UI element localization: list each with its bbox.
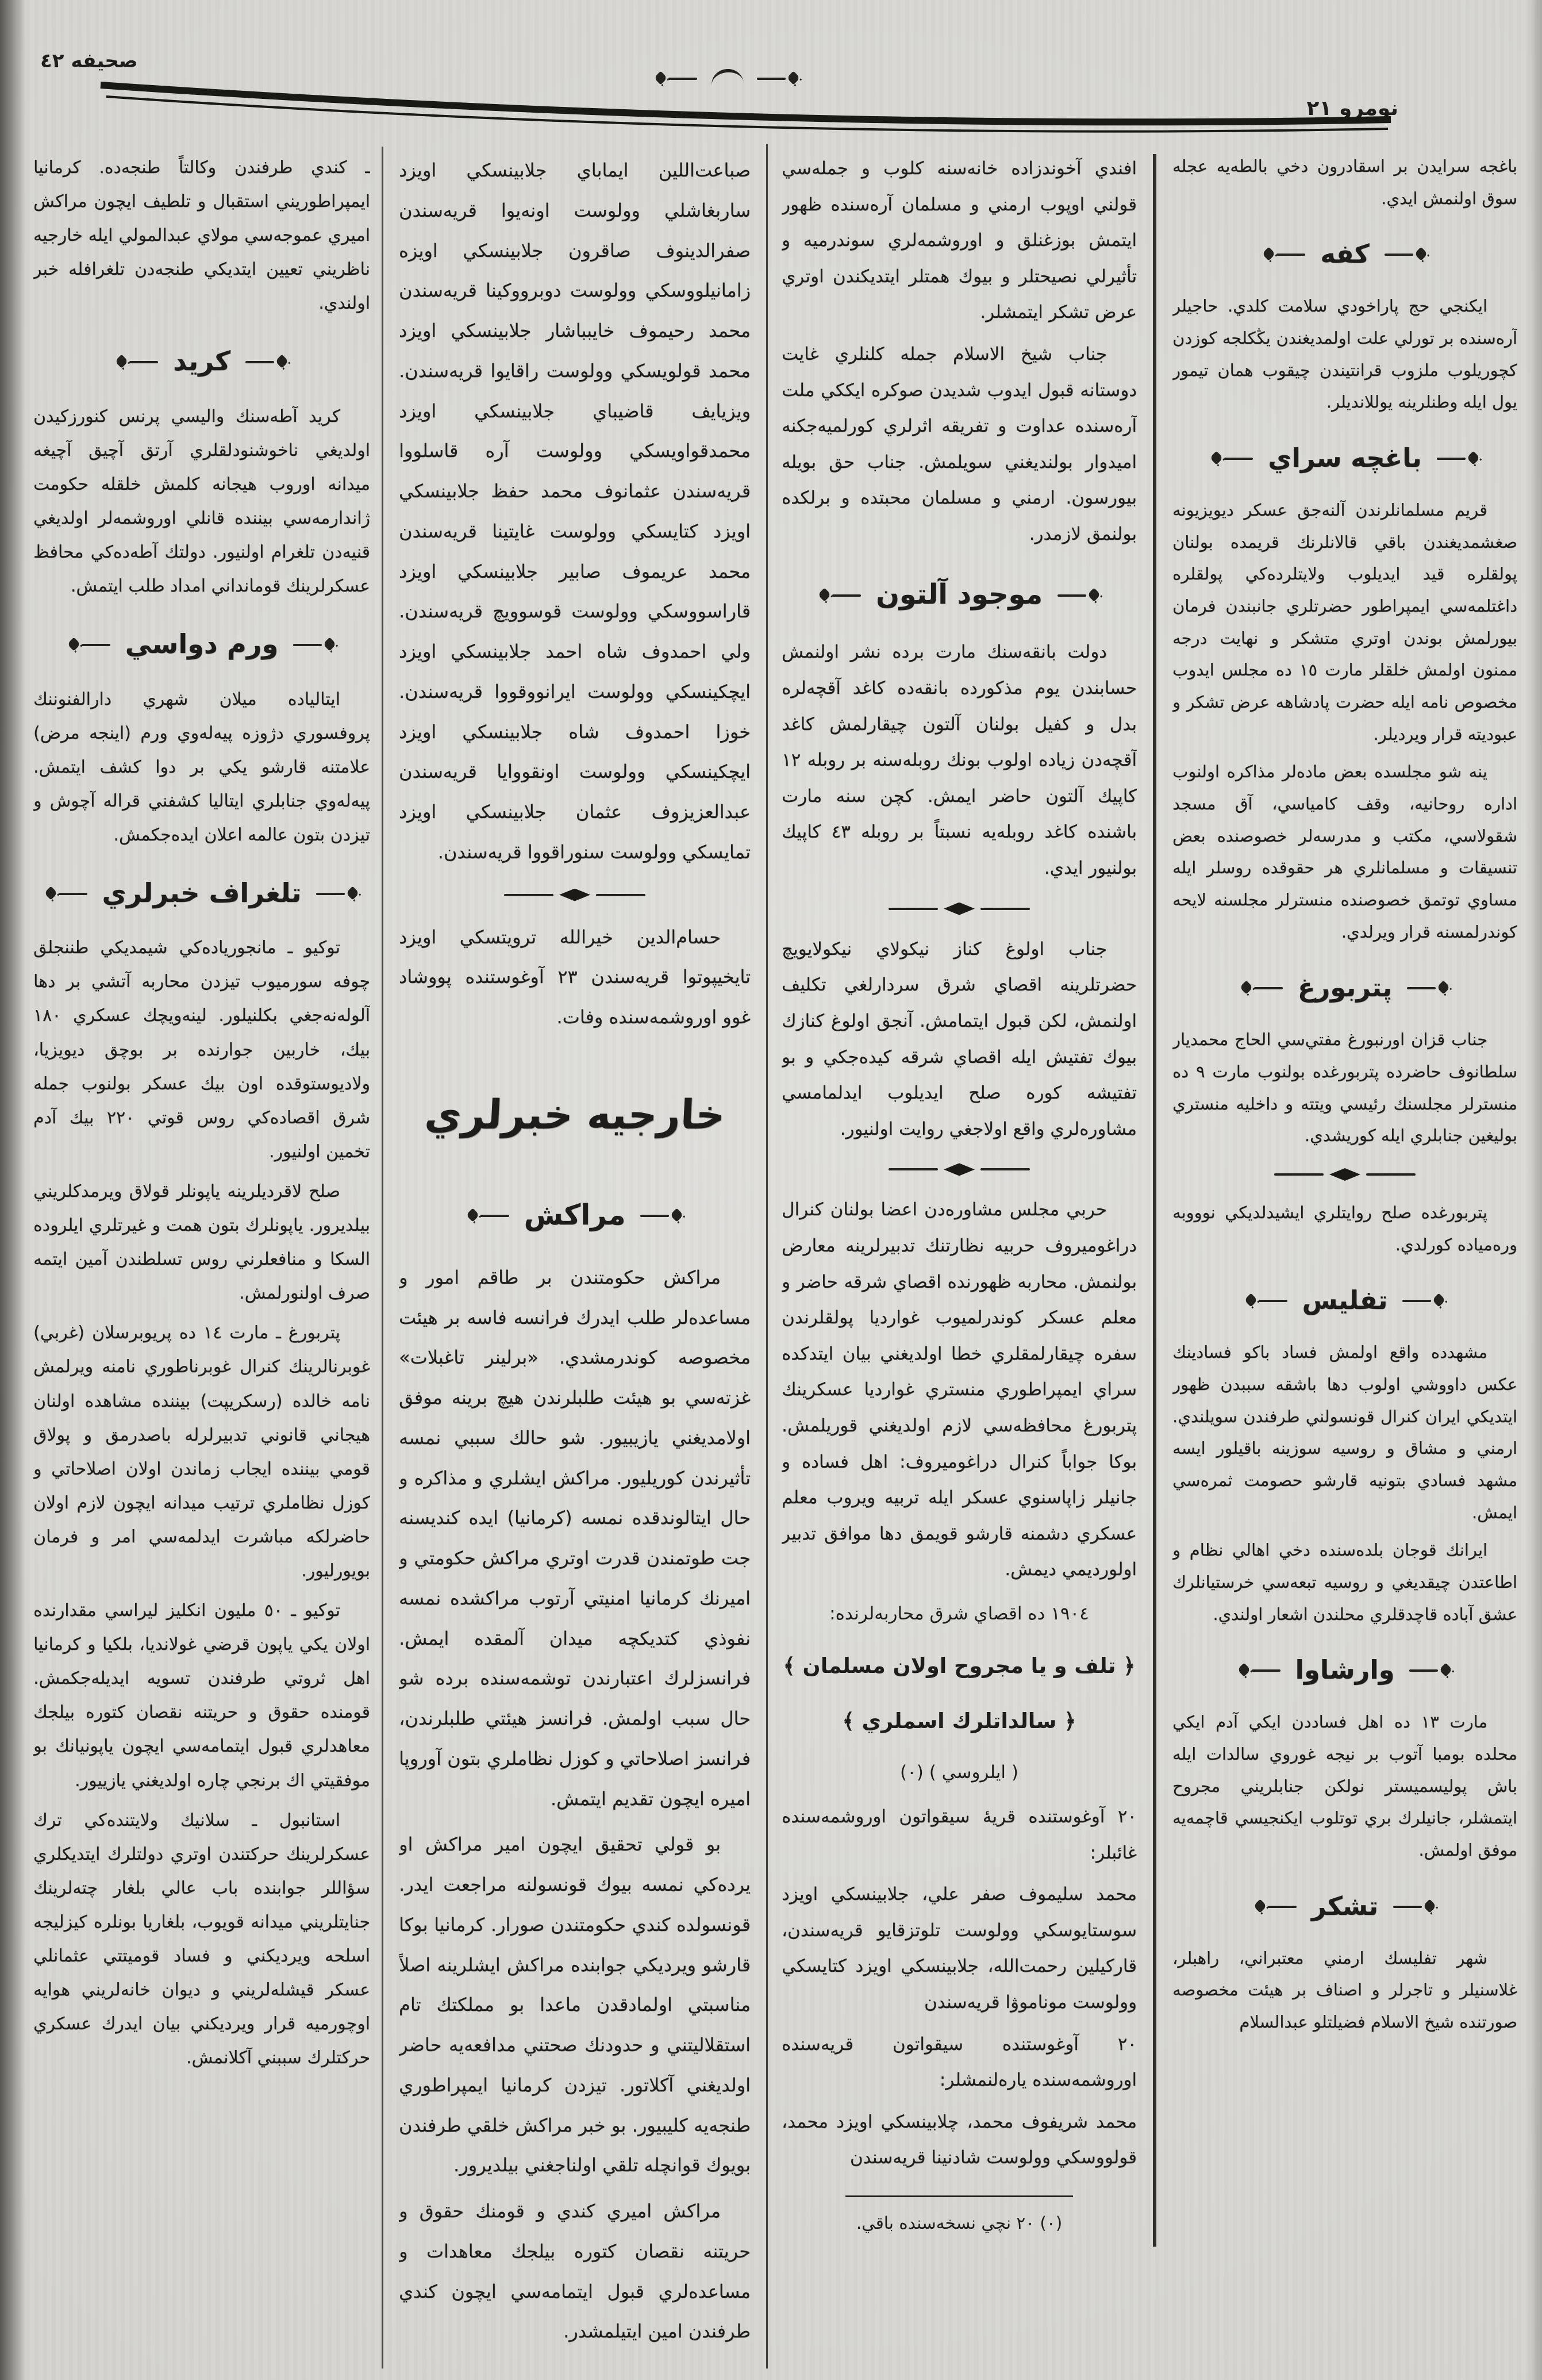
fleuron-icon [113, 354, 164, 369]
article-paragraph: صباعت‌اللين ايماباي جلابينسكي اويزد ساربغاشلي وولوست اونه‌يوا قريه‌سندن صفرالدينوف صاقرون جلابينسكي اويزه زامانيلووسكي وولوست دوبرووكينا قريه‌سندن محمد رحيموف خايبباشار جلابينسكي اويزد محمد قولويسكي وولوست راقايوا قريه‌سندن. ويزيايف قاضيباي جلابينسكي اويزد محمدقواويسكي وولوست آره قاسلووا قريه‌سندن عثمانوف محمد حفظ جلابينسكي اويزد كتايسكي وولوست غايتينا قريه‌سندن محمد عريموف صابير جلابينسكي اويزد قاراسووسكي وولوست قوسوويچ قريه‌سندن. ولي احمدوف شاه احمد جلابينسكي اويزد ايچكينسكي وولوست ايرانووقووا قريه‌سندن. خوزا احمدوف شاه جلابينسكي اويزد ايچكينسكي وولوست اونقووايا قريه‌سندن عبدالعزيزوف عثمان جلابينسكي اويزد تمايسكي وولوست سنوراقووا قريه‌سندن. [399, 159, 751, 863]
fleuron-icon [816, 588, 867, 602]
page-edge-shade [1527, 0, 1542, 2380]
article-paragraph: دولت بانقه‌سنك مارت برده نشر اولنمش حسابندن يوم مذكورده بانقه‌ده كاغد آقچه‌لره بدل و كفيل بولنان آلتون چيقارلمش كاغد آقچه‌دن زياده اولوب بونك روبله‌سنه بر روبله ١٢ كاپيك آلتون حاضر ايمش. كچن سنه مارت باشنده كاغد روبله‌يه نسبتاً بر روبله ٤٣ كاپيك بولنيور ايدي. [782, 642, 1137, 879]
centered-line: ( ايلروسي ) (٠) [899, 1762, 1018, 1783]
article-paragraph: مراكش اميري كندي و قومنك حقوق و حريتنه نقصان كتوره بيلجك معاهدات و مساعده‌لري قبول ايتمامه‌سي ايچون كندي طرفندن امين ايتيلمشدر. [399, 2200, 751, 2343]
page-gutter-shadow [0, 0, 26, 2380]
article-paragraph: قريم مسلمانلرندن آلنه‌جق عسكر ديويزيونه صغشمديغندن باقي قالانلرنك قريمده بولنان پولقلره قيد ايديلوب ولايتلرده‌كي پولقلره داغتلمه‌سي ايمپراطور حضرتلري جانبندن فرمان بيورلمش بوندن اوتري متشكر و نهايت درجه ممنون اولمش خلقلر مارت ١٥ ده مجلس ايدوب مخصوص نامه ايله حضرت پادشاهه عرض تشكر و عبوديته قرار ويرديلر. [1172, 500, 1517, 744]
article-paragraph: ٢٠ آوغوستنده قريهٔ سيقواتون اوروشمه‌سنده غائبلر: [782, 1806, 1137, 1863]
fleuron-icon [310, 886, 361, 901]
article-paragraph: استانبول ـ سلانيك ولايتنده‌كي ترك عسكرلرينك حركتندن اوتري دولتلرك ايتديكلري سؤاللر جوابنده باب عالي بلغار چته‌لرينك جنايتلريني ميدانه قويوب، بلغاريا بونلره كيزليجه اسلحه ويرديكني و فساد قوميتتي عثمانلي عسكر قيشله‌لريني و ديوان خانه‌لريني هوايه اوچورميه قرار ويرديكني بيان ايدرك عسكري حركتلرك سببني آكلانمش. [33, 1810, 370, 2068]
diamond-separator [782, 1163, 1137, 1176]
fleuron-icon [1397, 1293, 1447, 1308]
separator-line [980, 908, 1030, 910]
article-paragraph: پتربورغده صلح روايتلري ايشيدلديكي نوووبه وره‌مياده كورلدي. [1172, 1203, 1517, 1254]
fleuron-icon [1208, 451, 1259, 466]
section-heading [33, 618, 370, 670]
fleuron-icon [1260, 247, 1311, 262]
section-heading-text: مراكش [524, 1198, 626, 1232]
section-heading-text: تشكر [1311, 1890, 1379, 1921]
separator-line [980, 1168, 1030, 1170]
separator-line [889, 1168, 938, 1170]
fleuron-icon [1379, 247, 1429, 262]
fleuron-icon [66, 637, 116, 652]
section-heading-text: وارشاوا [1295, 1655, 1395, 1686]
article-paragraph: جناب اولوغ كناز نيكولاي نيكولايويچ حضرتلرينه اقصاي شرق سردارلغي تكليف اولنمش، لكن قبول ايتمامش. آنجق اولوغ كنازك بيوك تفتيش ايله اقصاي شرقه كيده‌جكي و بو تفتيشه كوره صلح ايديلوب ايدلمامسي مشاوره‌لري واقع اولاجغي روايت اولنيور. [782, 938, 1137, 1139]
article-paragraph: ايرانك قوجان بلده‌سنده دخي اهالي نظام و اطاعتدن چيقديغي و روسيه تبعه‌سي خرستيانلرك عشق آباده قاچدقلري محلندن اشعار اولندي. [1172, 1540, 1517, 1624]
column-1-rightmost [1172, 151, 1517, 2373]
diamond-icon [944, 1163, 975, 1176]
column-divider-rule [382, 147, 383, 2369]
fleuron-icon [1243, 1293, 1293, 1308]
article-paragraph: جناب شيخ الاسلام جمله كلنلري غايت دوستانه قبول ايدوب شديدن صوكره ايككي ملت آره‌سنده عداوت و تفريقه اثرلري كورلميه‌جكنه اميدوار بولنديغني سويلمش. جناب حق بويله بيورسون. ارمني و مسلمان محبتده و برلكده بولنمق لازمدر. [782, 344, 1137, 545]
section-heading-text: باغچه سراي [1268, 443, 1422, 473]
section-heading-text: ورم دواسي [125, 628, 279, 660]
article-paragraph: توكيو ـ ٥٠ مليون انكليز ليراسي مقدارنده اولان يكي ياپون قرضي غولانديا، بلكيا و كرمانيا اهل ثروتي طرفندن تسويه ايديله‌جكمش. قومنده حقوق و حريتنه نقصان كتوره بيلجك معاهدلري قبول ايتمامه‌سي ايچون ياپونيانك بو موفقيتي اك برنجي چاره اولديغني يازييور. [33, 1600, 370, 1791]
article-paragraph: پتربورغ ـ مارت ١٤ ده پريوبرسلان (غربي) غوبرنالرينك كنرال غوبرناطوري نامنه ويرلمش نامه خالده (رسكريپت) بيننده مشاهده اولنان هيجاني قانوني تدبيرلرله باصدرمق و پولاق قومي بيننده ايجاب زماندن اولان اصلاحاتي و كوزل نظاملري ترتيب ميدانه ايچون لازم اولان حاضرلكه مباشرت ايدلمه‌سي امر و فرمان بويورليور. [33, 1323, 370, 1581]
section-heading [1172, 229, 1517, 279]
big-section-heading: خارجيه خبرلري [423, 1091, 726, 1138]
fleuron-icon [464, 1208, 515, 1223]
section-heading-text: تلغراف خبرلري [102, 877, 302, 909]
diamond-separator [1172, 1168, 1517, 1181]
article-paragraph: توكيو ـ مانجورياده‌كي شيمديكي طننجلق چوفه سورميوب تيزدن محاربه آتشي بر دها آلوله‌نه‌جغي بكلنيلور. لينه‌ويچك عسكري ١٨٠ بيك، خاربين جوارنده بر بوچق ديويزيا، ولاديوستوقده اون بيك عسكر بولنوب جمله شرق اقصاده‌كي روس قوتي ٢٢٠ بيك آدم تخمين اولنيور. [33, 938, 370, 1162]
ornate-subheading: ﴿ سالداتلرك اسملري ﴾ [842, 1708, 1076, 1733]
section-heading-text: كفه [1320, 239, 1370, 270]
ornate-subheading: ﴿ تلف و يا مجروح اولان مسلمان ﴾ [783, 1653, 1136, 1678]
section-heading-text: تفليس [1302, 1285, 1388, 1316]
section-heading [1172, 963, 1517, 1012]
diamond-icon [944, 903, 975, 915]
article-paragraph: مراكش حكومتندن بر طاقم امور و مساعده‌لر طلب ايدرك فرانسه فاسه بر هيئت مخصوصه كوندرمشدي. «برلينر تاغبلات» غزته‌سي بو هيئت طلبلرندن هيچ برينه موفق اولامديغني يازيبيور. شو حالك سببي نمسه تأثيرندن كوريليور. مراكش ايشلري و مذاكره و حال ايتالوندقده نمسه (كرمانيا) ايده كنديسنه جت طوتمندن قدرت اوتري مراكش حكومتي و اميرنك كرمانيا امنيتي آرتوب مراكشده نمسه نفوذي كتديكچه ميدان آلمقده ايمش. فرانسزلرك اعتبارندن توشمه‌سنده برده شو حال سبب اولمش. فرانسز هيئتي طلبلرندن، فرانسز اصلاحاتي و كوزل نظاملري بتون آوروپا اميره ايچون تقديم ايتمش. [399, 1266, 751, 1810]
fleuron-icon [43, 886, 93, 901]
column-divider-rule [766, 144, 768, 2369]
article-paragraph: بو قولي تحقيق ايچون امير مراكش او يرده‌كي نمسه بيوك قونسولنه مراجعت ايدر. قونسولده كندي حكومتندن صورار. كرمانيا بوكا قارشو ويرديكي جوابنده مراكش ايشلرينه اصلاً مناسبتي اولمادقدن ماعدا بو مملكتك تام استقلاليتني و حدودنك صحتني مدافعه‌يه حاضر اولديغني آكلاتور. تيزدن كرمانيا ايمپراطوري طنجه‌يه كليبيور. بو خبر مراكش خلقي طرفندن بويوك قوانچله تلقي اولناجغني بيلديرور. [399, 1833, 751, 2176]
section-heading [399, 1184, 751, 1246]
fleuron-icon [1252, 1899, 1302, 1914]
fleuron-icon [1052, 588, 1102, 602]
issue-number-label: نومرو ٢١ [1306, 97, 1398, 120]
fleuron-icon [1431, 451, 1482, 466]
separator-line [1366, 1173, 1416, 1176]
separator-line [889, 908, 938, 910]
fleuron-icon [1401, 980, 1452, 995]
column-divider-rule-thick [1153, 154, 1156, 2247]
centered-line: ١٩٠٤ ده اقصاي شرق محاربه‌لرنده: [829, 1603, 1089, 1625]
article-paragraph: حسام‌الدين خيرالله ترويتسكي اويزد تايخيپوتوا قريه‌سندن ٢٣ آوغوستنده پووشاد غوو اوروشمه‌سنده وفات. [399, 926, 751, 1028]
fleuron-icon [240, 354, 290, 369]
diamond-icon [559, 889, 590, 901]
separator-line [504, 894, 553, 896]
separator-line [596, 894, 645, 896]
section-heading [1172, 1276, 1517, 1325]
column-4-leftmost [33, 151, 370, 2373]
fleuron-icon [1238, 980, 1289, 995]
section-heading [33, 335, 370, 387]
article-paragraph: كريد آطه‌سنك واليسي پرنس كنورزكيدن اولديغي ناخوشنودلقلري آرتق آچيق آچيغه ميدانه اوروب هيجانه كلمش خلقله حكومت ژاندارمه‌سي بيننده قانلي اوروشمه‌لر اولديغي قنيه‌دن تلغرام اولنيور. دولتك آطه‌ده‌كي محافظ عسكرلرينك قومانداني امداد طلب ايتمش. [33, 406, 370, 597]
section-heading [33, 867, 370, 919]
section-heading [1172, 1882, 1517, 1931]
footnote-rule [845, 2195, 1073, 2197]
article-paragraph: ايتالياده ميلان شهري دارالفنوننك پروفسوري دژوزه پيه‌له‌وي ورم (اينجه مرض) علامتنه قارشو يكي بر دوا كشف ايتمش. پيه‌له‌وي جنابلري ايتاليا كشفني قراله آچوش و تيزدن بتون عالمه اعلان ايده‌جكمش. [33, 689, 370, 845]
fleuron-icon [635, 1208, 685, 1223]
section-heading [1172, 1645, 1517, 1695]
article-paragraph: ينه شو مجلسده بعض ماده‌لر مذاكره اولنوب اداره روحانيه، وقف كامياسي، آق مسجد شقولاسي، مكتب و مدرسه‌لر خصوصنده بعض تنسيقات و مسلمانلري هر حقوقده روسلر ايله مساوي توتمق خصوصنده منسترلر مجلسنه لايحه كوندرلمسنه قرار ويرلدي. [1172, 762, 1517, 942]
article-paragraph: صلح لاقرديلرينه ياپونلر قولاق ويرمدكلريني بيلديرور. ياپونلرك بتون همت و غيرتلري ايلروده السكا و منافعلرني روس تسلطندن آمين ايتمه صرف اولنورلمش. [33, 1181, 370, 1304]
article-paragraph: محمد سليموف صفر علي، جلابينسكي اويزد سوستايوسكي وولوست تلوتزقايو قريه‌سندن، قاركيلين رحمت‌الله، جلابينسكي اويزد كتايسكي وولوست موناموۋا قريه‌سندن [782, 1884, 1137, 2013]
article-paragraph: ٢٠ آوغوستنده سيقواتون قريه‌سنده اوروشمه‌سنده ياره‌لنمشلر: [782, 2033, 1137, 2091]
section-heading [1172, 433, 1517, 483]
section-heading-text: موجود آلتون [875, 578, 1043, 611]
diamond-separator [782, 903, 1137, 915]
header-rule [0, 68, 1542, 154]
article-paragraph: محمد شريفوف محمد، چلابينسكي اويزد محمد، قولووسكي وولوست شادنينا قريه‌سندن [782, 2111, 1137, 2168]
footnote-text: (٠) ٢٠ نچي نسخه‌سنده باقي. [856, 2213, 1063, 2233]
article-paragraph: افندي آخوندزاده خانه‌سنه كلوب و جمله‌سي قولني اوپوب ارمني و مسلمان آره‌سنده ظهور ايتمش بوزغنلق و اوروشمه‌لري سوندرميه و تأثيرلي نصيحتلر و بيوك همتلر ايتديكندن اوتري عرض تشكر ايتمشلر. [782, 158, 1137, 323]
section-heading [782, 567, 1137, 623]
article-paragraph: باغجه سرايدن بر اسقادرون دخي بالطه‌يه عجله سوق اولنمش ايدي. [1172, 156, 1517, 208]
column-3 [399, 151, 751, 2373]
fleuron-icon [1387, 1899, 1438, 1914]
column-2 [782, 151, 1137, 2373]
article-paragraph: ـ كندي طرفندن وكالتاً طنجه‌ده. كرمانيا ايمپراطوريني استقبال و تلطيف ايچون مراكش اميري عموجه‌سي مولاي عبدالمولي ايله خارجيه ناظريني تعيين ايتديكي طنجه‌دن تلغرافله خبر اولندي. [33, 158, 370, 314]
article-paragraph: شهر تفليسك ارمني معتبراني، راهبلر، غلاسنيلر و تاجرلر و اصناف بر هيئت مخصوصه صورتنده شيخ الاسلام فضيلتلو عبدالسلام [1172, 1948, 1517, 2032]
separator-line [1274, 1173, 1324, 1176]
fleuron-icon [287, 637, 338, 652]
fleuron-icon [1236, 1663, 1286, 1677]
article-paragraph: مشهدده واقع اولمش فساد باكو فسادينك عكس داووشي اولوب دها باشقه سببدن ظهور ايتديكي ايران كنرال قونسولني طرفندن سويلندي. ارمني و مشاق و روسيه سوزينه باقيلور ايسه مشهد فسادي بتونيه قارشو حصومت ثمره‌سي ايمش. [1172, 1342, 1517, 1522]
diamond-icon [1329, 1168, 1360, 1181]
article-paragraph: مارت ١٣ ده اهل فساددن ايكي آدم ايكي محلده بومبا آتوب بر نيجه غوروي سالدات ايله باش پوليسميستر نولكن جنابلريني مجروح ايتمشلر، جانيلرك بري توتلوب ايكنجيسي قاچمه‌يه موفق اولمش. [1172, 1712, 1517, 1860]
diamond-separator [399, 889, 751, 901]
article-paragraph: ايكنجي حج پاراخودي سلامت كلدي. حاجيلر آره‌سنده بر تورلي علت اولمديغندن يڭكلجه كوزدن كچوريلوب ملزوب قرانتيندن چيقوب همان تيمور يول ايله وطنلرينه يوللانديلر. [1172, 296, 1517, 412]
fleuron-icon [1403, 1663, 1454, 1677]
article-paragraph: جناب قزان اورنبورغ مفتي‌سي الحاج محمديار سلطانوف حاضرده پتربورغده بولنوب مارت ٩ ده منسترلر مجلسنك رئيسي ويتته و داخليه منستري بوليغين جنابلري ايله كوريشدي. [1172, 1030, 1517, 1146]
article-paragraph: حربي مجلس مشاوره‌دن اعضا بولنان كنرال دراغوميروف حربيه نظارتنك تدبيرلرينه معارض بولنمش. محاربه ظهورنده اقصاي شرقه حاضر و معلم عسكر كوندرلميوب غوارديا پولقلرندن سفره چيقارلمقلري خطا اولديغني بيان ايتدكده سراي ايمپراطوري منستري غوارديا عسكرينك پتربورغ محافظه‌سي لازم اولديغني قوريلمش. بوكا جواباً كنرال دراغوميروف: اهل فساده و جانيلر زاپاسنوي عسكر ايله تربيه ويروب معلم عسكري دشمنه قارشو قويمق دها موافق تدبير اولورديمي ديمش. [782, 1199, 1137, 1580]
page-number-label: صحيفه ٤٢ [40, 49, 138, 72]
footnote [782, 2195, 1137, 2240]
section-heading-text: پتربورغ [1297, 972, 1393, 1003]
section-heading-text: كريد [173, 346, 230, 377]
